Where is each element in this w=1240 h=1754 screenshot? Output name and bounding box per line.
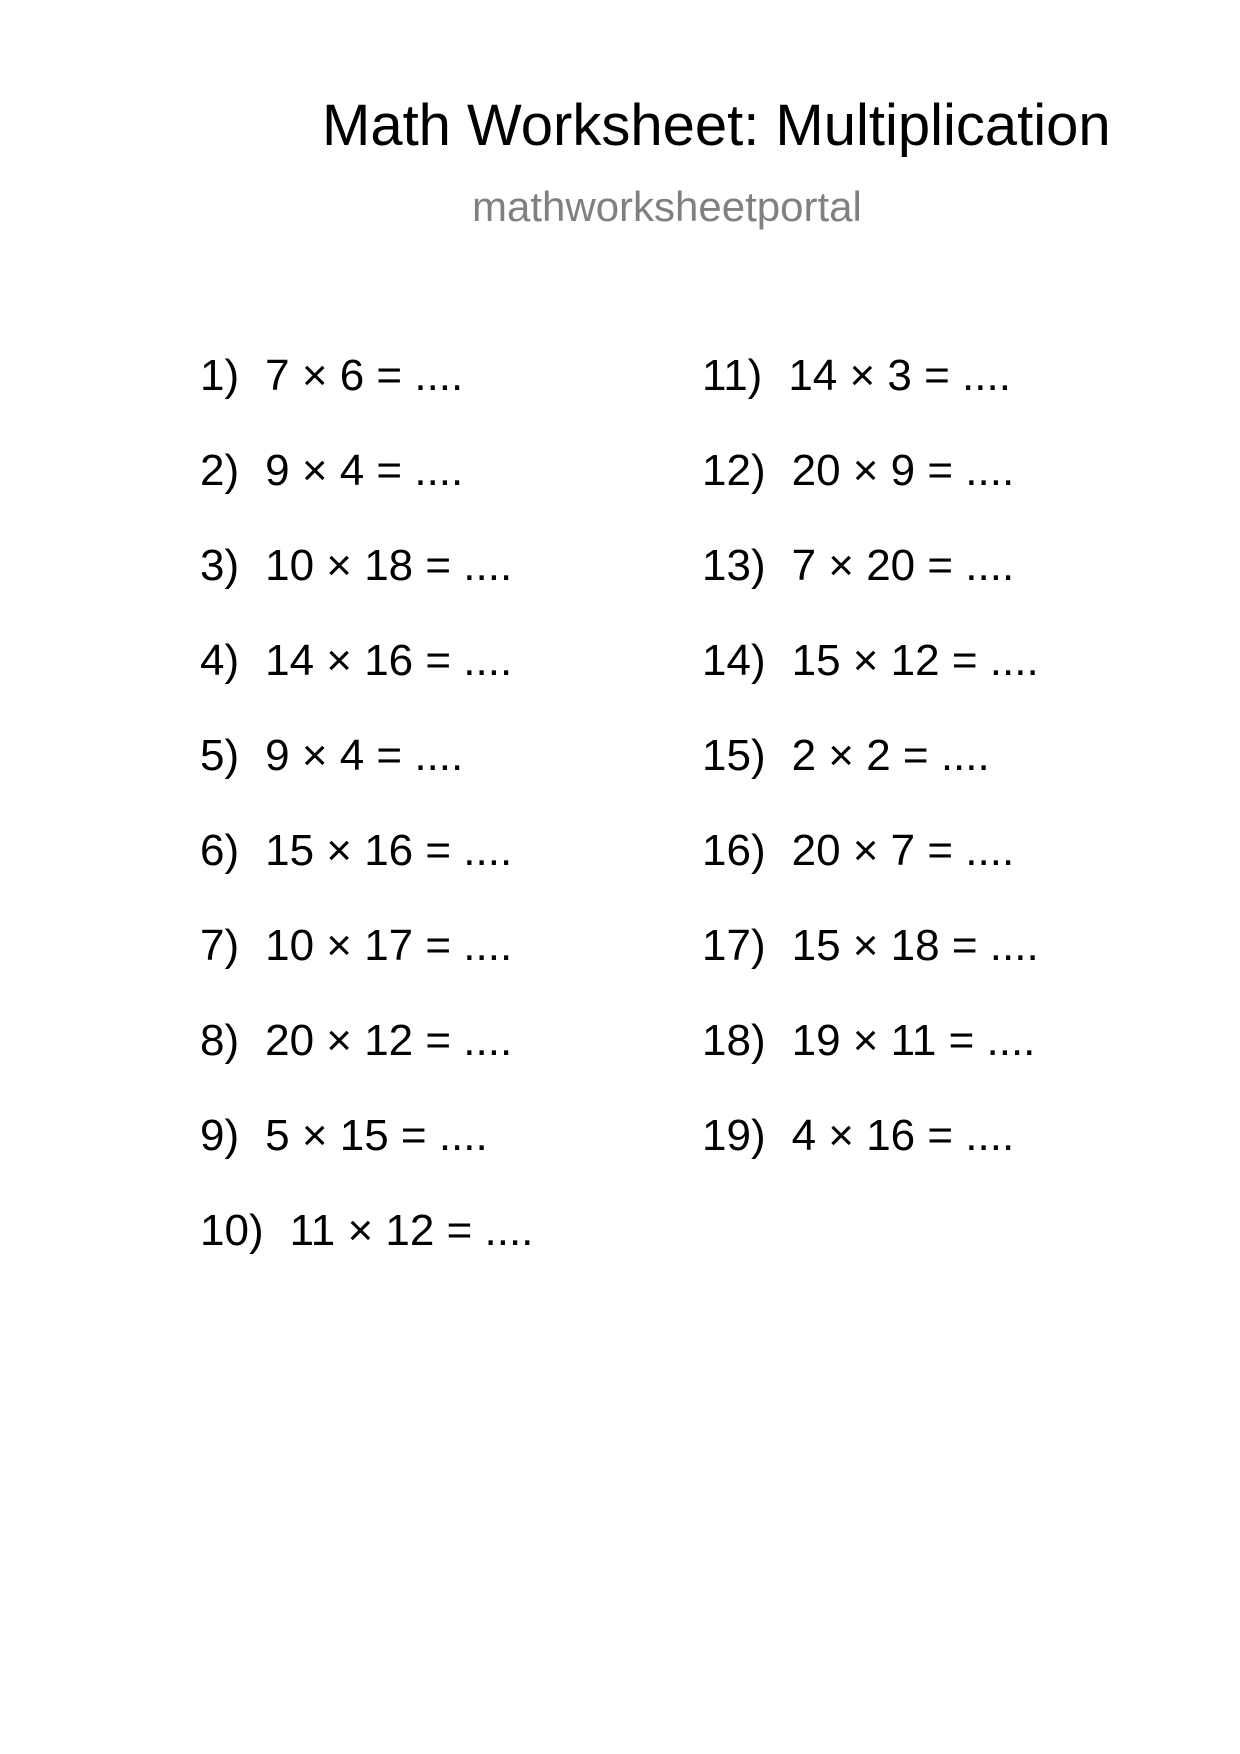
problem-number: 11): [702, 351, 763, 400]
problem-number: 9): [200, 1111, 240, 1160]
problem-number: 4): [200, 636, 240, 685]
problem-item: [200, 921, 533, 1019]
problem-item: [200, 636, 533, 734]
problem-expression: 2 × 2 = ....: [791, 731, 990, 780]
worksheet-title: Math Worksheet: Multiplication: [322, 93, 1111, 158]
problem-number: 6): [200, 826, 240, 875]
problem-item: [200, 351, 533, 449]
problem-item: [200, 541, 533, 639]
problem-expression: 15 × 12 = ....: [791, 636, 1039, 685]
problem-expression: 9 × 4 = ....: [265, 446, 464, 495]
problem-column-left: [200, 351, 534, 1304]
problem-item: [702, 1016, 1039, 1114]
problem-number: 14): [702, 636, 766, 685]
problem-item: [702, 541, 1039, 639]
problem-column-right: [702, 351, 1039, 1209]
problem-number: 7): [200, 921, 240, 970]
problem-number: 13): [702, 541, 766, 590]
problem-item: [702, 826, 1039, 924]
problem-expression: 20 × 12 = ....: [265, 1016, 513, 1065]
problem-expression: 19 × 11 = ....: [791, 1016, 1036, 1065]
problem-number: 2): [200, 446, 240, 495]
problem-expression: 4 × 16 = ....: [791, 1111, 1015, 1160]
problem-expression: 9 × 4 = ....: [265, 731, 464, 780]
problem-number: 18): [702, 1016, 766, 1065]
problem-number: 15): [702, 731, 766, 780]
problem-item: [702, 636, 1039, 734]
problem-number: 12): [702, 446, 766, 495]
problem-expression: 10 × 17 = ....: [265, 921, 513, 970]
problem-expression: 15 × 18 = ....: [791, 921, 1039, 970]
problem-item: [200, 446, 533, 544]
worksheet-subtitle: mathworksheetportal: [472, 183, 862, 230]
problem-item: [702, 446, 1039, 544]
problem-expression: 7 × 6 = ....: [265, 351, 464, 400]
problem-item: [200, 1016, 533, 1114]
problem-number: 16): [702, 826, 766, 875]
problem-item: [702, 731, 1039, 829]
problem-item: [200, 826, 533, 924]
problem-number: 3): [200, 541, 240, 590]
problem-number: 1): [200, 351, 240, 400]
problem-item: [702, 1111, 1039, 1209]
problem-number: 5): [200, 731, 240, 780]
problem-item: [200, 731, 533, 829]
problem-expression: 20 × 7 = ....: [791, 826, 1015, 875]
problem-item: [200, 1111, 533, 1209]
problem-expression: 15 × 16 = ....: [265, 826, 513, 875]
problem-number: 8): [200, 1016, 240, 1065]
problem-expression: 10 × 18 = ....: [265, 541, 513, 590]
problem-expression: 5 × 15 = ....: [265, 1111, 488, 1160]
problem-expression: 14 × 16 = ....: [265, 636, 513, 685]
problem-expression: 7 × 20 = ....: [791, 541, 1015, 590]
problem-expression: 20 × 9 = ....: [791, 446, 1015, 495]
problem-item: [200, 1206, 534, 1304]
problem-expression: 11 × 12 = ....: [289, 1206, 534, 1255]
problem-number: 17): [702, 921, 766, 970]
problem-number: 10): [200, 1206, 264, 1255]
problem-item: [702, 921, 1039, 1019]
problem-expression: 14 × 3 = ....: [788, 351, 1011, 400]
problem-item: [702, 351, 1039, 449]
problem-number: 19): [702, 1111, 766, 1160]
